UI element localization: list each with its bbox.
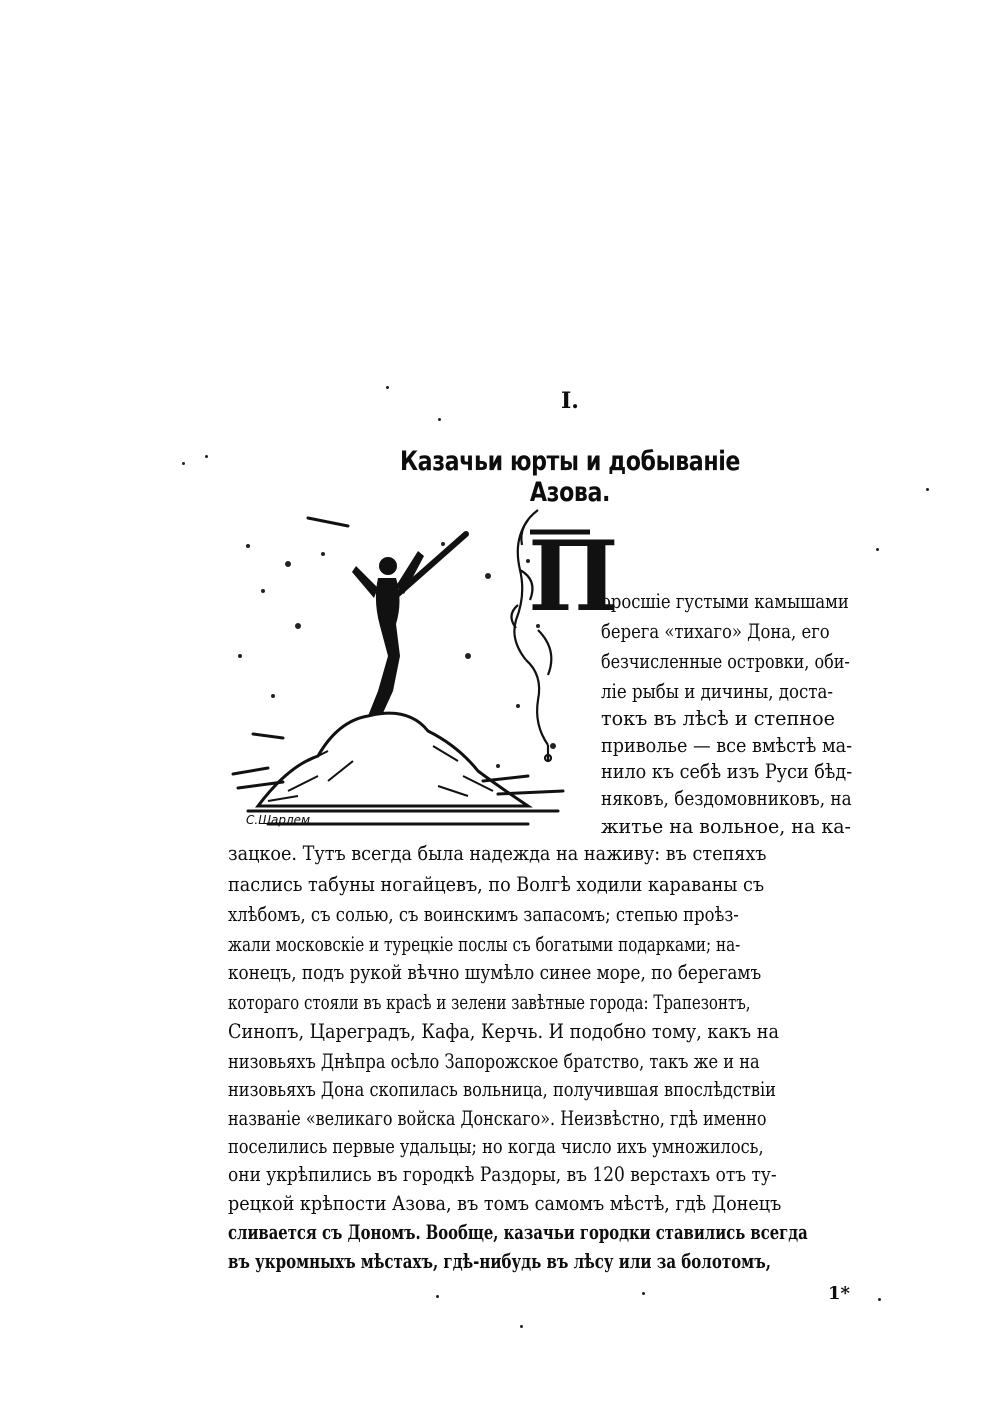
scan-speck (205, 455, 208, 458)
text-line: приволье — все вмѣстѣ ма- (601, 733, 853, 757)
scan-speck (438, 418, 441, 421)
text-line: конецъ, подъ рукой вѣчно шумѣло синее море, по берегамъ (228, 960, 762, 984)
scan-speck (642, 1292, 645, 1295)
text-line: низовьяхъ Днѣпра осѣло Запорожское братство, такъ же и на (228, 1049, 760, 1073)
text-line: нило къ себѣ изъ Руси бѣд- (601, 759, 853, 783)
text-line: зацкое. Тутъ всегда была надежда на наживу: въ степяхъ (228, 841, 767, 865)
illustration-signature: С.Шарлем (246, 813, 311, 827)
scan-speck (878, 1298, 881, 1301)
scan-speck (876, 548, 879, 551)
scan-speck (926, 488, 929, 491)
text-line: берега «тихаго» Дона, его (601, 619, 830, 643)
scan-speck (436, 1295, 439, 1298)
chapter-number: I. (561, 388, 579, 414)
text-line: поселились первые удальцы; но когда число ихъ умножилось, (228, 1134, 764, 1158)
text-line: няковъ, бездомовниковъ, на (601, 786, 852, 810)
text-line: оросшіе густыми камышами (601, 589, 849, 613)
text-line: котораго стояли въ красѣ и зелени завѣтные города: Трапезонтъ, (228, 990, 751, 1014)
text-line: хлѣбомъ, съ солью, съ воинскимъ запасомъ; степью проѣз- (228, 902, 739, 926)
ornamental-dropcap (508, 500, 619, 765)
text-line: жали московскіе и турецкіе послы съ богатыми подарками; на- (228, 932, 741, 956)
dropcap-letter: П (528, 520, 619, 633)
text-line: въ укромныхъ мѣстахъ, гдѣ-нибудь въ лѣсу или за болотомъ, (228, 1249, 771, 1273)
text-line: житье на вольное, на ка- (601, 814, 851, 838)
text-line: токъ въ лѣсѣ и степное (601, 706, 835, 730)
chapter-title: Казачьи юрты и добываніе Азова. (399, 446, 740, 508)
text-line: безчисленные островки, оби- (601, 649, 850, 673)
scan-speck (182, 462, 185, 465)
text-line: названіе «великаго войска Донскаго». Неизвѣстно, гдѣ именно (228, 1106, 767, 1130)
text-line: ліе рыбы и дичины, доста- (601, 679, 833, 703)
text-line: паслись табуны ногайцевъ, по Волгѣ ходили караваны съ (228, 872, 765, 896)
page-number: 1* (828, 1283, 850, 1304)
text-line: рецкой крѣпости Азова, въ томъ самомъ мѣстѣ, гдѣ Донецъ (228, 1191, 782, 1215)
text-line: они укрѣпились въ городкѣ Раздоры, въ 120 верстахъ отъ ту- (228, 1162, 777, 1186)
scan-speck (520, 1325, 523, 1328)
text-line: Синопъ, Цареградъ, Кафа, Керчь. И подобно тому, какъ на (228, 1019, 779, 1043)
scan-speck (386, 386, 389, 389)
text-line: сливается съ Дономъ. Вообще, казачьи городки ставились всегда (228, 1220, 808, 1244)
text-line: низовьяхъ Дона скопилась вольница, получившая впослѣдствіи (228, 1077, 776, 1101)
